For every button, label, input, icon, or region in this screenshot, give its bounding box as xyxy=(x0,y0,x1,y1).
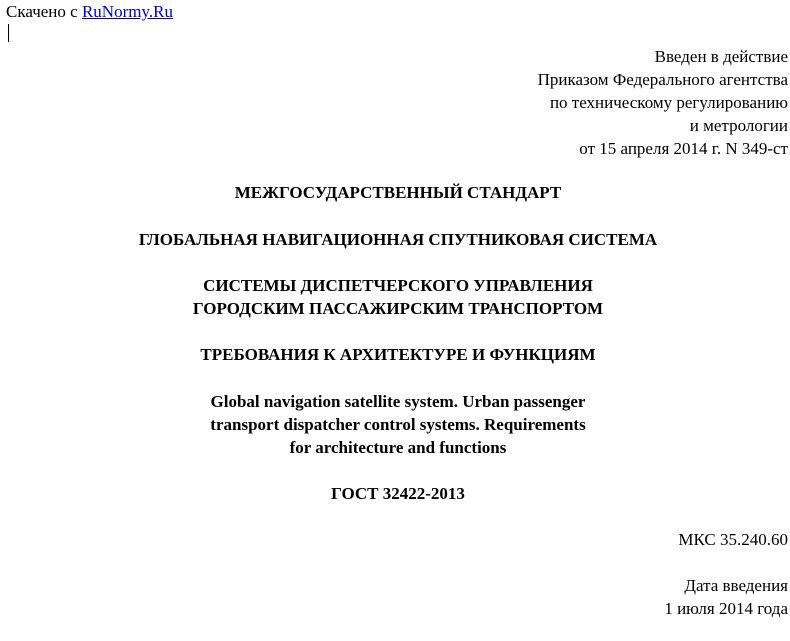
intro-date-block xyxy=(664,574,788,620)
enactment-line: по техническому регулированию xyxy=(549,93,788,112)
english-title-line2: transport dispatcher control systems. Requirements xyxy=(210,415,586,434)
text-cursor xyxy=(8,24,9,42)
gost-number: ГОСТ 32422-2013 xyxy=(331,484,465,503)
intro-date-label: Дата введения xyxy=(684,576,788,595)
runormy-link[interactable]: RuNormy.Ru xyxy=(81,2,173,21)
system-heading: ГЛОБАЛЬНАЯ НАВИГАЦИОННАЯ СПУТНИКОВАЯ СИСТЕМА xyxy=(138,230,658,249)
enactment-line: Введен в действие xyxy=(654,47,788,66)
requirements-heading: ТРЕБОВАНИЯ К АРХИТЕКТУРЕ И ФУНКЦИЯМ xyxy=(200,345,596,364)
mks-code: МКС 35.240.60 xyxy=(678,530,788,549)
enactment-block xyxy=(538,45,788,160)
downloaded-prefix: Скачено с xyxy=(6,2,78,21)
enactment-line: Приказом Федерального агентства xyxy=(537,70,788,89)
enactment-line: и метрологии xyxy=(689,116,788,135)
english-title-line3: for architecture and functions xyxy=(289,438,507,457)
subtitle-heading-line2: ГОРОДСКИМ ПАССАЖИРСКИМ ТРАНСПОРТОМ xyxy=(192,299,604,318)
subtitle-heading-line1: СИСТЕМЫ ДИСПЕТЧЕРСКОГО УПРАВЛЕНИЯ xyxy=(203,276,593,295)
standard-type-heading: МЕЖГОСУДАРСТВЕННЫЙ СТАНДАРТ xyxy=(234,183,562,202)
intro-date-value: 1 июля 2014 года xyxy=(664,599,788,618)
english-title-line1: Global navigation satellite system. Urban passenger xyxy=(210,392,586,411)
downloaded-from-note xyxy=(6,0,173,23)
enactment-line: от 15 апреля 2014 г. N 349-ст xyxy=(579,139,788,158)
